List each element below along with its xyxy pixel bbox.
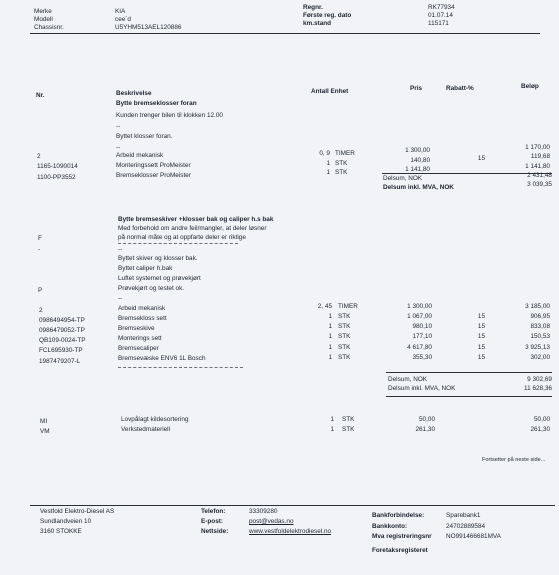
- row-amount: 150,53: [530, 333, 550, 340]
- row-nr: VM: [40, 428, 50, 435]
- row-desc: Bremseklosser ProMeister: [116, 172, 191, 179]
- row-amount: 3 185,00: [525, 303, 550, 310]
- row-desc: Verkstedmateriell: [121, 426, 171, 433]
- row-nr: QB109-0024-TP: [39, 337, 86, 344]
- row-unit: STK: [338, 354, 351, 361]
- col-qty: Antall Enhet: [311, 88, 349, 95]
- row-unit: STK: [338, 313, 351, 320]
- subtotal-divider: [386, 396, 552, 397]
- email-link[interactable]: post@vedas.no: [249, 518, 294, 525]
- row-unit: STK: [335, 169, 348, 176]
- row-amount: 50,00: [534, 416, 550, 423]
- subtotal-divider: [386, 372, 552, 373]
- row-discount: 15: [477, 155, 485, 162]
- row-desc: Monterings sett: [118, 335, 162, 342]
- row-desc: Bremsecaliper: [118, 345, 159, 352]
- row-nr: 0986494954-TP: [39, 317, 85, 324]
- row-nr: MI: [40, 418, 48, 425]
- phone-label: Telefon:: [201, 508, 226, 515]
- job2-intro-line: --: [118, 295, 123, 302]
- row-qty: 1: [330, 416, 334, 423]
- row-discount: 15: [477, 333, 485, 340]
- row-nr: FCL695930-TP: [39, 347, 83, 354]
- row-qty: 1: [326, 169, 330, 176]
- web-link[interactable]: www.vestfoldelektrodiesel.no: [249, 528, 332, 535]
- job2-total-vat: 11 628,36: [524, 385, 552, 392]
- row-price: 1 141,80: [405, 166, 430, 173]
- job2-intro-line: Prøvekjørt og testet ok.: [118, 285, 185, 292]
- row-price: 261,30: [415, 426, 435, 433]
- email-label: E-post:: [201, 518, 224, 525]
- row-amount: 1 141,80: [525, 163, 550, 170]
- job1-total-vat-label: Delsum inkl. MVA, NOK: [383, 184, 454, 191]
- col-nr: Nr.: [36, 92, 45, 99]
- row-amount: 302,00: [530, 354, 550, 361]
- model-label: Modell: [34, 16, 53, 23]
- row-amount: 833,08: [530, 323, 550, 330]
- row-price: 1 300,00: [405, 147, 430, 154]
- row-amount: 3 925,13: [525, 344, 550, 351]
- job2-intro-line: på normal måte og at oppfarte deler er riktige: [118, 234, 246, 241]
- job1-title: Bytte bremseklosser foran: [116, 100, 197, 107]
- row-qty: 1: [330, 426, 334, 433]
- row-qty: 1: [328, 313, 332, 320]
- model-value: cee´d: [115, 16, 131, 23]
- dashed-rule: [118, 367, 243, 368]
- job1-subtotal-label: Delsum, NOK: [383, 175, 423, 182]
- job2-intro-line: Byttet caliper h.bak: [118, 265, 173, 272]
- row-nr: 2: [37, 153, 41, 160]
- row-price: 1 300,00: [407, 303, 432, 310]
- company-street: Sundlandveien 10: [40, 518, 92, 525]
- row-unit: STK: [338, 333, 351, 340]
- continued-note: Fortsetter på neste side...: [482, 457, 546, 463]
- job2-intro-line: --: [118, 246, 123, 253]
- row-price: 1 067,00: [407, 313, 432, 320]
- job1-subtotal: 2 431,48: [527, 172, 552, 179]
- row-unit: STK: [342, 416, 355, 423]
- row-unit: STK: [342, 426, 355, 433]
- row-price: 177,10: [412, 333, 432, 340]
- col-amount: Beløp: [521, 83, 539, 90]
- row-desc: Bremsekloss sett: [118, 315, 167, 322]
- row-nr: 0986479052-TP: [39, 327, 85, 334]
- reg-label: Regnr.: [303, 4, 323, 11]
- row-amount: 119,68: [530, 153, 550, 160]
- row-discount: 15: [477, 313, 485, 320]
- job2-intro-nr: P: [38, 287, 43, 294]
- phone-value: 33309280: [249, 508, 278, 515]
- vat-reg-value: NO991466681MVA: [446, 533, 501, 540]
- row-qty: 1: [326, 160, 330, 167]
- job1-line: --: [116, 144, 121, 151]
- make-value: KIA: [115, 8, 126, 15]
- job2-intro-line: Luftet systemet og prøvekjørt: [118, 275, 201, 282]
- job2-intro-line: Byttet skiver og klosser bak.: [118, 255, 198, 262]
- job2-intro-nr: -: [38, 246, 41, 253]
- row-qty: 1: [328, 354, 332, 361]
- row-nr: 1165-1090014: [37, 163, 78, 170]
- row-desc: Arbeid mekanisk: [116, 152, 164, 159]
- bank-acc-value: 24702889584: [446, 523, 486, 530]
- row-price: 140,80: [410, 157, 430, 164]
- row-qty: 1: [328, 344, 332, 351]
- row-nr: 1987479207-L: [39, 358, 81, 365]
- job2-total-vat-label: Delsum inkl. MVA, NOK: [388, 385, 456, 392]
- row-desc: Bremseskive: [118, 325, 155, 332]
- row-desc: Monteringssett ProMeister: [116, 162, 191, 169]
- first-reg-value: 01.07.14: [428, 12, 453, 19]
- job2-intro-nr: F: [38, 235, 42, 242]
- row-qty: 0, 9: [319, 150, 330, 157]
- row-qty: 2, 45: [317, 303, 332, 310]
- row-discount: 15: [477, 344, 485, 351]
- job2-subtotal-label: Delsum, NOK: [388, 376, 428, 383]
- row-unit: STK: [338, 323, 351, 330]
- bank-acc-label: Bankkonto:: [372, 523, 408, 530]
- row-discount: 15: [477, 323, 485, 330]
- job2-intro-line: Med forbehold om andre feil/mangler, at deler løsner: [118, 225, 267, 232]
- row-price: 50,00: [419, 416, 435, 423]
- header-divider: [30, 33, 540, 34]
- job1-total-vat: 3 039,35: [527, 181, 552, 188]
- job2-subtotal: 9 302,69: [527, 376, 552, 383]
- dashed-rule: [118, 243, 238, 244]
- row-discount: 15: [477, 354, 485, 361]
- km-label: km.stand: [303, 20, 332, 27]
- web-label: Nettside:: [201, 528, 229, 535]
- job1-line: Byttet klosser foran.: [116, 133, 173, 140]
- job2-title: Bytte bremseskiver +klosser bak og caliper h.s bak: [118, 216, 274, 223]
- col-desc: Beskrivelse: [116, 90, 152, 97]
- chassis-label: Chassisnr.: [34, 24, 64, 31]
- row-unit: STK: [335, 160, 348, 167]
- row-desc: Arbeid mekanisk: [118, 305, 166, 312]
- registry-label: Foretaksregisteret: [372, 547, 428, 554]
- row-unit: STK: [338, 344, 351, 351]
- row-qty: 1: [328, 323, 332, 330]
- col-discount: Rabatt-%: [446, 85, 474, 92]
- bank-conn-value: Sparebank1: [446, 512, 481, 519]
- row-nr: 1100-PP3552: [37, 174, 76, 181]
- chassis-value: U5YHM513AEL120886: [115, 24, 182, 31]
- job1-line: --: [116, 123, 121, 130]
- row-amount: 261,30: [530, 426, 550, 433]
- row-unit: TIMER: [335, 150, 355, 157]
- col-price: Pris: [410, 85, 423, 92]
- row-unit: TIMER: [338, 303, 358, 310]
- footer-divider: [30, 505, 555, 506]
- km-value: 115171: [428, 20, 449, 27]
- job1-line: Kunden trenger bilen til klokken 12.00: [116, 112, 223, 119]
- bank-conn-label: Bankforbindelse:: [372, 512, 425, 519]
- row-price: 4 617,80: [407, 344, 432, 351]
- row-amount: 906,95: [530, 313, 550, 320]
- first-reg-label: Første reg. dato: [303, 12, 352, 19]
- make-label: Merke: [34, 8, 52, 15]
- reg-value: RK77934: [428, 4, 455, 11]
- company-name: Vestfold Elektro-Diesel AS: [40, 508, 115, 515]
- row-price: 355,30: [412, 354, 432, 361]
- row-nr: 2: [39, 307, 43, 314]
- row-desc: Bremsevæske ENV6 1L Bosch: [118, 355, 206, 362]
- row-qty: 1: [328, 333, 332, 340]
- row-desc: Lovpålagt kildesortering: [121, 416, 189, 423]
- vat-reg-label: Mva registreringsnr: [372, 533, 432, 540]
- company-city: 3160 STOKKE: [40, 528, 82, 535]
- row-amount: 1 170,00: [525, 144, 550, 151]
- row-price: 980,10: [412, 323, 432, 330]
